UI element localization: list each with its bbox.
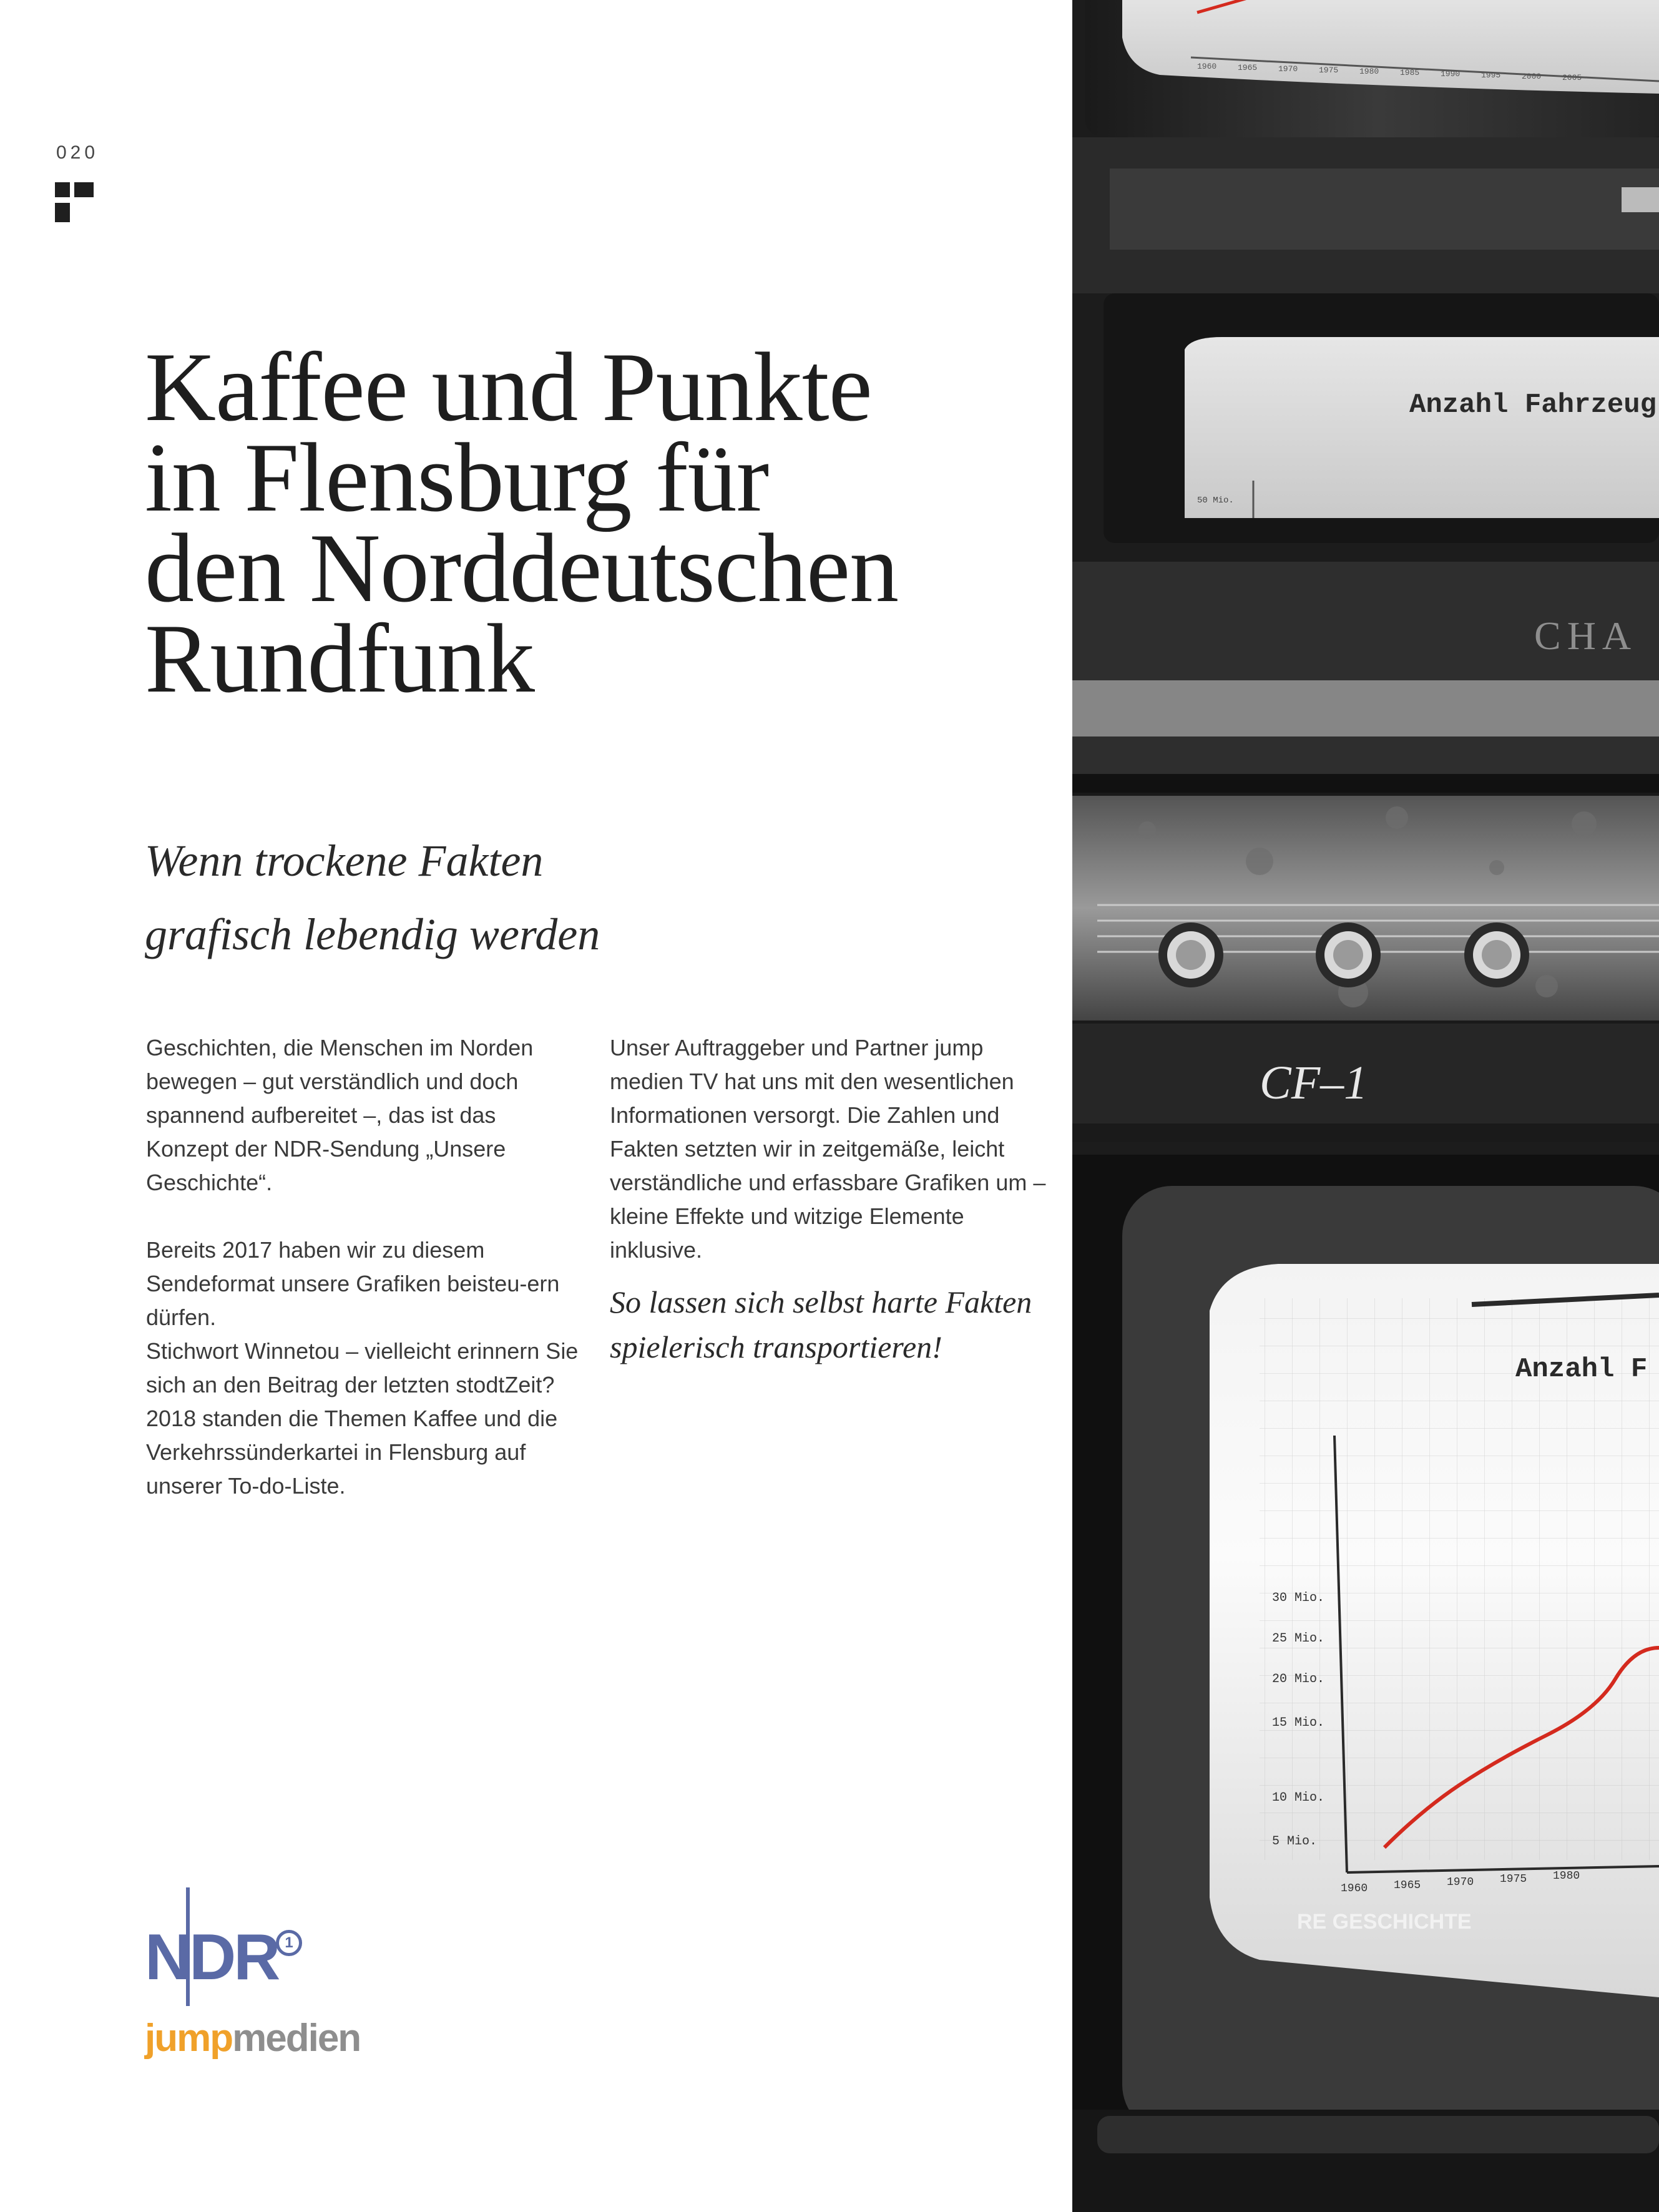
year-tick: 1965 [1394, 1879, 1421, 1892]
year-tick: 1990 [1441, 69, 1461, 79]
ndr-logo [145, 1887, 307, 2012]
body-paragraph: Stichwort Winnetou – vielleicht erinnern Sie sich an den Beitrag der letzten stodtZeit? 2018 standen die Themen Kaffee und die Verkehrssünderkartei in Flensburg auf unserer To-do-Liste. [146, 1338, 579, 1499]
body-column-left [146, 1031, 583, 1503]
knob-icon [1316, 922, 1381, 987]
year-tick: 1960 [1197, 62, 1217, 71]
year-tick: 1995 [1481, 71, 1501, 80]
body-paragraph: Bereits 2017 haben wir zu diesem Sendeformat unsere Grafiken beisteu-ern dürfen. [146, 1237, 560, 1330]
cabinet-label: CHA [1534, 614, 1638, 658]
brand-label: CF–1 [1260, 1057, 1368, 1109]
year-tick: 2000 [1522, 72, 1542, 81]
year-tick: 1970 [1447, 1876, 1474, 1889]
year-tick: 1985 [1400, 68, 1420, 77]
year-tick: 1960 [1341, 1882, 1368, 1895]
subheadline-line: Wenn trockene Fakten [145, 836, 544, 886]
year-tick: 1975 [1500, 1873, 1527, 1886]
y-tick: 25 Mio. [1272, 1632, 1325, 1646]
jump-logo-part: medien [232, 2017, 361, 2060]
year-tick: 1980 [1553, 1870, 1580, 1882]
ard-badge-icon: 1 [276, 1930, 302, 1956]
y-tick: 10 Mio. [1272, 1791, 1325, 1805]
pull-quote: So lassen sich selbst harte Fakten spielerisch transportieren! [610, 1285, 1032, 1364]
headline-line: in Flensburg für [145, 423, 769, 532]
ndr-logo-text: NDR [145, 1921, 278, 1994]
year-tick: 2005 [1562, 73, 1582, 82]
y-tick: 30 Mio. [1272, 1591, 1325, 1605]
subheadline-line: grafisch lebendig werden [145, 909, 600, 959]
body-paragraph: Geschichten, die Menschen im Norden bewegen – gut verständlich und doch spannend aufbereitet –, das ist das Konzept der NDR-Sendung „Unsere Geschichte“. [146, 1035, 534, 1195]
headline [145, 333, 1019, 713]
brand-mark-icon [55, 182, 94, 222]
footer-text: RE GESCHICHTE [1297, 1910, 1472, 1934]
jump-logo-part: jump [145, 2017, 233, 2060]
jump-medien-logo [145, 2016, 360, 2060]
subheadline [145, 824, 707, 971]
year-tick: 1965 [1238, 63, 1258, 72]
y-tick: 15 Mio. [1272, 1716, 1325, 1730]
body-paragraph: Unser Auftraggeber und Partner jump medien TV hat uns mit den wesentlichen Informationen versorgt. Die Zahlen und Fakten setzten wir in zeitgemäße, leicht verständliche und erfassbare Grafiken um – kleine Effekte und witzige Elemente inklusive. [610, 1035, 1046, 1263]
year-tick: 1975 [1319, 66, 1339, 75]
headline-line: den Norddeutschen [145, 514, 899, 623]
screen-text: Anzahl Fahrzeug [1409, 389, 1657, 421]
y-tick: 20 Mio. [1272, 1672, 1325, 1686]
year-tick: 1980 [1359, 67, 1379, 76]
knob-icon [1158, 922, 1223, 987]
headline-line: Kaffee und Punkte [145, 333, 872, 442]
page-number: 020 [56, 142, 99, 163]
year-tick: 1970 [1278, 64, 1298, 74]
tv-photo [1072, 0, 1659, 2212]
screen-text: Anzahl F [1515, 1354, 1648, 1385]
knob-icon [1464, 922, 1529, 987]
body-column-right [610, 1031, 1047, 1369]
y-tick: 5 Mio. [1272, 1834, 1318, 1849]
headline-line: Rundfunk [145, 604, 534, 713]
scale-label: 50 Mio. [1197, 496, 1234, 506]
